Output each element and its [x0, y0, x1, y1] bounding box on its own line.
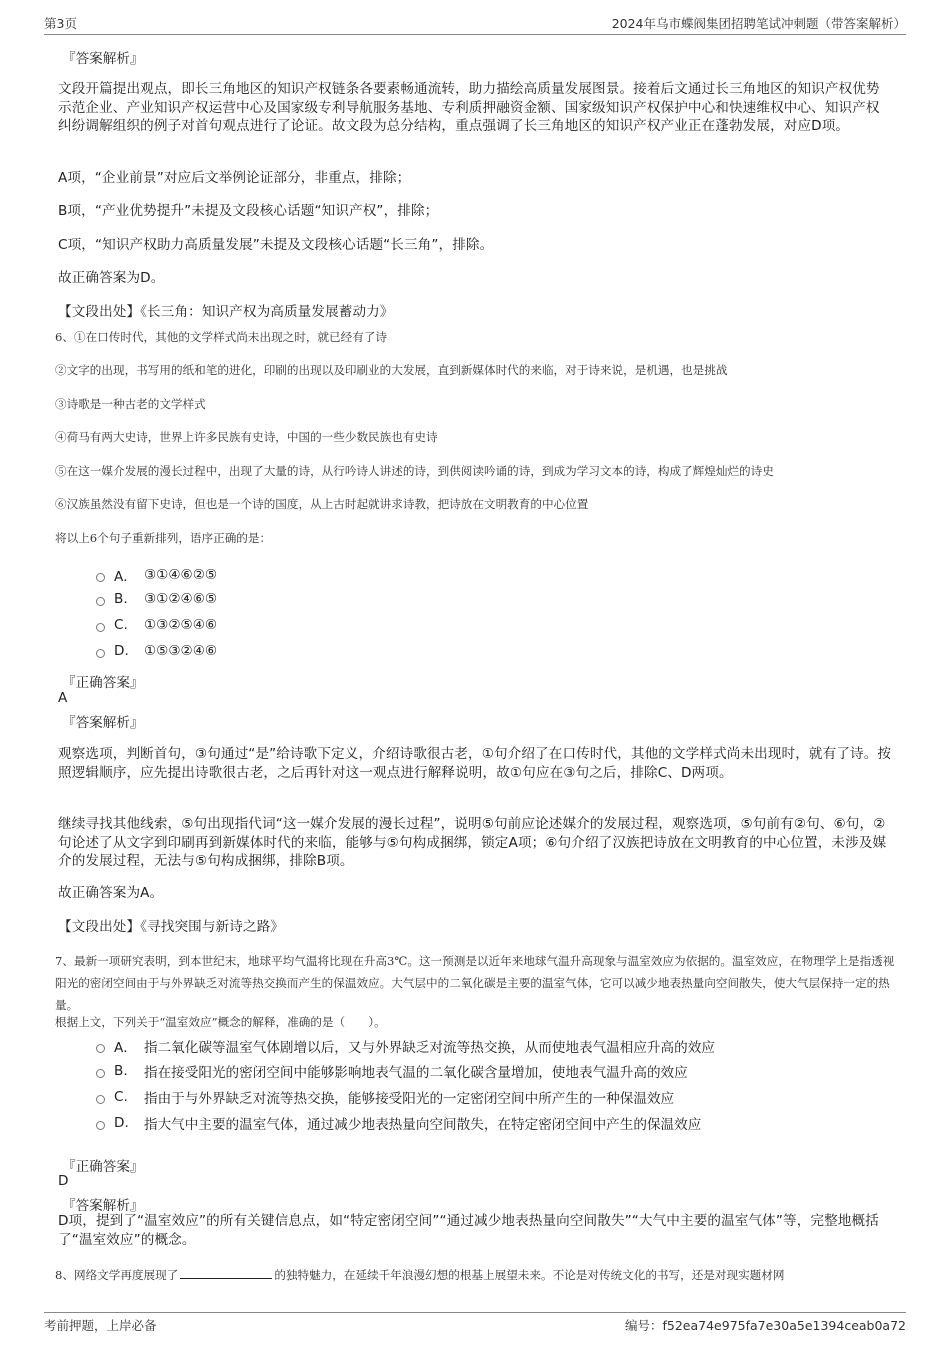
radio-icon[interactable] [96, 649, 105, 658]
q6-analysis-p1: 观察选项，判断首句，③句通过“是”给诗歌下定义，介绍诗歌很古老，①句介绍了在口传时代，其他的文学样式尚未出现时，就有了诗。按照逻辑顺序，应先提出诗歌很古老，之后再针对这一观点进行解释说明，故①句应在③句之后，排除C、D两项。 [58, 746, 892, 781]
q5-analysis-b: B项，“产业优势提升”未提及文段核心话题“知识产权”，排除； [58, 203, 439, 219]
option-text: ③①④⑥②⑤ [144, 567, 218, 583]
q6-sentence-1: 6、①在口传时代，其他的文学样式尚未出现之时，就已经有了诗 [55, 330, 388, 344]
q5-analysis-c: C项，“知识产权助力高质量发展”未提及文段核心话题“长三角”，排除。 [58, 237, 494, 253]
page-number: 第3页 [44, 16, 77, 31]
q6-analysis-p2: 继续寻找其他线索，⑤句出现指代词“这一媒介发展的漫长过程”，说明⑤句前应论述媒介的发展过程，观察选项，⑤句前有②句、⑥句，②句论述了从文字到印刷再到新媒体时代的来临，能够与⑤句构成捆绑，锁定A项；⑥句介绍了汉族把诗放在文明教育的中心位置，未涉及媒介的发展过程，无法与⑤句构成捆绑，排除B项。 [58, 816, 887, 870]
option-letter: B. [114, 591, 128, 607]
q7-analysis-label: 『答案解析』 [62, 1198, 144, 1214]
q6-analysis-label: 『答案解析』 [62, 715, 144, 731]
q8-stem [55, 1264, 905, 1286]
option-text: 指由于与外界缺乏对流等热交换，能够接受阳光的一定密闭空间中所产生的一种保温效应 [144, 1091, 675, 1107]
fill-in-blank [180, 1266, 272, 1279]
option-text: ①⑤③②④⑥ [144, 643, 218, 659]
q7-answer: D [58, 1173, 69, 1189]
q7-option-a[interactable] [96, 1036, 715, 1056]
document-title: 2024年乌市蝶阀集团招聘笔试冲刺题（带答案解析） [611, 16, 906, 31]
q6-conclusion: 故正确答案为A。 [58, 885, 164, 901]
option-text: ③①②④⑥⑤ [144, 591, 218, 607]
q6-sentence-4: ④荷马有两大史诗，世界上许多民族有史诗，中国的一些少数民族也有史诗 [55, 430, 438, 444]
option-text: 指二氧化碳等温室气体剧增以后，又与外界缺乏对流等热交换，从而使地表气温相应升高的效应 [144, 1040, 715, 1056]
q6-sentence-5: ⑤在这一媒介发展的漫长过程中，出现了大量的诗，从行吟诗人讲述的诗，到供阅读吟诵的诗，到成为学习文本的诗，构成了辉煌灿烂的诗史 [55, 464, 774, 478]
document-id: 编号：f52ea74e975fa7e30a5e1394ceab0a72 [624, 1318, 906, 1333]
option-text: 指大气中主要的温室气体，通过减少地表热量向空间散失，在特定密闭空间中产生的保温效应 [144, 1117, 702, 1133]
q7-analysis-p1: D项，提到了“温室效应”的所有关键信息点，如“特定密闭空间”“通过减少地表热量向空间散失”“大气中主要的温室气体”等，完整地概括了“温室效应”的概念。 [58, 1213, 879, 1248]
option-letter: A． [114, 1040, 137, 1056]
q6-sentence-6: ⑥汉族虽然没有留下史诗，但也是一个诗的国度，从上古时起就讲求诗教，把诗放在文明教育的中心位置 [55, 497, 589, 511]
q6-option-d[interactable] [96, 643, 217, 659]
option-text: 指在接受阳光的密闭空间中能够影响地表气温的二氧化碳含量增加，使地表气温升高的效应 [144, 1065, 688, 1081]
footer-slogan: 考前押题，上岸必备 [44, 1318, 157, 1333]
q6-source: 【文段出处】《寻找突围与新诗之路》 [58, 919, 284, 935]
radio-icon[interactable] [96, 573, 105, 582]
radio-icon[interactable] [96, 1069, 105, 1078]
page-footer [44, 1312, 906, 1334]
q5-analysis-a: A项，“企业前景”对应后文举例论证部分，非重点，排除； [58, 170, 411, 186]
q7-option-d[interactable] [96, 1113, 701, 1133]
option-letter: C. [114, 1089, 128, 1105]
q7-answer-label: 『正确答案』 [62, 1159, 144, 1175]
page-header [44, 14, 906, 35]
q6-option-a[interactable] [96, 565, 217, 585]
radio-icon[interactable] [96, 1095, 105, 1104]
q6-sentence-2: ②文字的出现，书写用的纸和笔的进化，印刷的出现以及印刷业的大发展，直到新媒体时代的来临，对于诗来说，是机遇，也是挑战 [55, 363, 728, 377]
option-letter: C. [114, 617, 128, 633]
radio-icon[interactable] [96, 1121, 105, 1130]
q7-stem: 7、最新一项研究表明，到本世纪末，地球平均气温将比现在升高3℃。这一预测是以近年来地球气温升高现象与温室效应为依据的。温室效应，在物理学上是指透视阳光的密闭空间由于与外界缺乏对流等热交换而产生的保温效应。大气层中的二氧化碳是主要的温室气体，它可以减少地表热量向空间散失，使大气层保持一定的热量。 [55, 954, 895, 1012]
q5-analysis-p1: 文段开篇提出观点，即长三角地区的知识产权链条各要素畅通流转，助力描绘高质量发展图景。接着后文通过长三角地区的知识产权优势示范企业、产业知识产权运营中心及国家级专利导航服务基地、专利质押融资金额、国家级知识产权保护中心和快速维权中心、知识产权纠纷调解组织的例子对首句观点进行了论证。故文段为总分结构，重点强调了长三角地区的知识产权产业正在蓬勃发展，对应D项。 [58, 81, 880, 135]
option-letter: B. [114, 1063, 128, 1079]
q5-analysis-label: 『答案解析』 [62, 51, 144, 67]
q6-sentence-3: ③诗歌是一种古老的文学样式 [55, 397, 206, 411]
q5-source: 【文段出处】《长三角：知识产权为高质量发展蓄动力》 [58, 304, 394, 320]
q6-answer-label: 『正确答案』 [62, 675, 144, 691]
q7-option-c[interactable] [96, 1087, 674, 1107]
radio-icon[interactable] [96, 597, 105, 606]
option-letter: D. [114, 643, 129, 659]
radio-icon[interactable] [96, 1044, 105, 1053]
q6-option-b[interactable] [96, 591, 217, 607]
q8-stem-after: 的独特魅力，在延续千年浪漫幻想的根基上展望未来。不论是对传统文化的书写，还是对现实题材网 [274, 1268, 785, 1282]
option-letter: A． [114, 569, 137, 585]
option-letter: D. [114, 1115, 129, 1131]
radio-icon[interactable] [96, 623, 105, 632]
q6-prompt: 将以上6个句子重新排列，语序正确的是： [55, 531, 272, 545]
q7-option-b[interactable] [96, 1061, 688, 1081]
q6-answer: A [58, 690, 68, 706]
q8-stem-before: 8、网络文学再度展现了 [55, 1268, 179, 1282]
q5-conclusion: 故正确答案为D。 [58, 270, 165, 286]
option-text: ①③②⑤④⑥ [144, 617, 218, 633]
q7-prompt: 根据上文，下列关于“温室效应”概念的解释，准确的是（ ）。 [55, 1015, 386, 1029]
q6-option-c[interactable] [96, 617, 217, 633]
